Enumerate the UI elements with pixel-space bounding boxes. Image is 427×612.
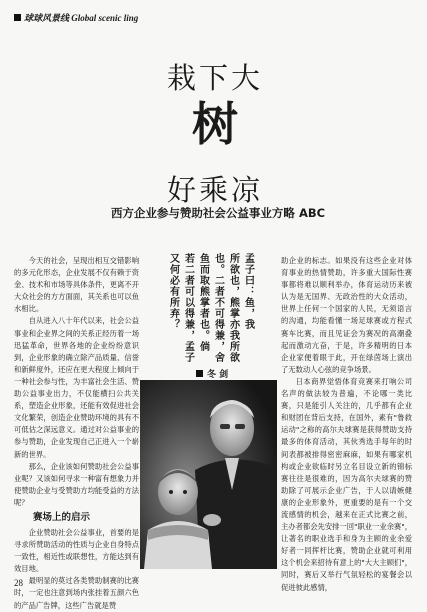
paragraph: 企业赞助社会公益事业，首要的是寻求所赞助活动的性质与企业自身特点一致性，相近性或联想性，方能达到有效目地。 — [14, 527, 139, 574]
pull-quote-line: 又何必有所弃？ — [167, 253, 179, 330]
section-heading: 赛场上的启示 — [33, 511, 91, 523]
pull-quote-line: 鱼而取熊掌者也。倘 — [197, 253, 209, 352]
left-column — [14, 255, 139, 610]
square-bullet-icon — [14, 14, 21, 21]
paragraph: 那么，企业该如何赞助社会公益事业呢？又该如何寻求一种富有想象力并使赞助企业与受赞助方均能受益的方法呢？ — [14, 461, 139, 507]
photo-illustration — [140, 380, 277, 569]
paragraph: 今天的社会，呈现出相互交错影响的多元化形态，企业发展不仅有赖于资金、技术和市场等具体条件，更离不开大众社会的方方面面，其关系也可以鱼水相比。 — [14, 256, 139, 314]
author-byline — [196, 367, 266, 380]
square-bullet-icon — [196, 370, 203, 377]
paragraph: 自从进入八十年代以来，社会公益事业和企业界之间的关系正经历着一场迅猛革命，世界各地的企业纷纷意识到，企业形象的确立除产品质量、信誉和新鲜度外，还应在更大程度上倾向于一种社会参与性，为丰富社会生活、赞助公益事业出力，不仅能横扫公共关系，塑造企业形象，还能有效促进社会文化繁荣，创造企业赞助环境的具有不可低估之深远意义。通过对公益事业的参与赞助，企业发现自己正进入一个崭新的世界。 — [14, 316, 139, 459]
page-number: 28 — [14, 578, 23, 588]
title-line-2: 树 — [192, 97, 238, 151]
title-line-1: 栽下大 — [166, 61, 263, 95]
section-header-text: 球球风景线 Global scenic ling — [24, 13, 139, 23]
paragraph: 日本商界觉悟体育竞赛来打响公司名声的做法较为普遍，不论哪一类比赛，只是能引人关注的，几乎都有企业和财团在背后支持，在国外，素有"鲁救运动"之称的高尔夫球赛是获得赞助支持最多的体育活动，其伙秀选手每年的时间表都被排得密密麻麻，如果有哪家机构或企业欲临时另立名目设立新的锦标赛往往是很难的，因为高尔夫球赛的赞助除了可展示企业广告，于人以请嫉健康的企业形象外，更重要的是有一个交流感情的机会，越来在正式比赛之前，主办者都会先安排一回"职业一业余赛"，让著名的职业选手和身为主顾的业余爱好者一同挥杆比赛，赞助企业就可利用这个机会来招待有意上的"大大主顾们"，同时，赛后又举行气氛轻松的宴餐会以促进彼此感情， — [281, 376, 412, 592]
title-line-3: 好乘凉 — [166, 173, 263, 207]
article-subtitle: 西方企业参与赞助社会公益事业方略 ABC — [110, 206, 326, 220]
right-column — [281, 255, 412, 592]
paragraph: 助企业的标志。如果没有这些企业对体育事业的热情赞助，许多重大国际性赛事都将难以顺利举办，体育运动历来被认为是无国界、无政治性的大众活动，世界上任何一个国家的人民，无须语言的沟通，均能看懂一场足球赛或方程式赛车比赛，而且见证会为赛况的高潮叠起而激动亢奋，于是，许多精明的日本企业家便着眼于此，开在绿茵场上演出了无数动人心弦的竞争场景。 — [281, 256, 412, 374]
article-photo — [140, 380, 277, 569]
pull-quote-line: 所欲也，熊掌亦我所欲 — [227, 253, 239, 363]
section-header — [14, 11, 234, 25]
pull-quote-line: 也。二者不可得兼，舍 — [212, 253, 224, 363]
paragraph: 最明显的莫过各类赞助制赛的比赛时，一定也注意到场内张挂着五颜六色的产品广告牌，这些广告就是赞 — [14, 576, 139, 610]
author-name: 冬 剑 — [207, 370, 229, 380]
pull-quote-line: 若二者可以得兼，孟子 — [182, 253, 194, 363]
pull-quote-line: 孟子曰：鱼，我 — [242, 253, 254, 330]
